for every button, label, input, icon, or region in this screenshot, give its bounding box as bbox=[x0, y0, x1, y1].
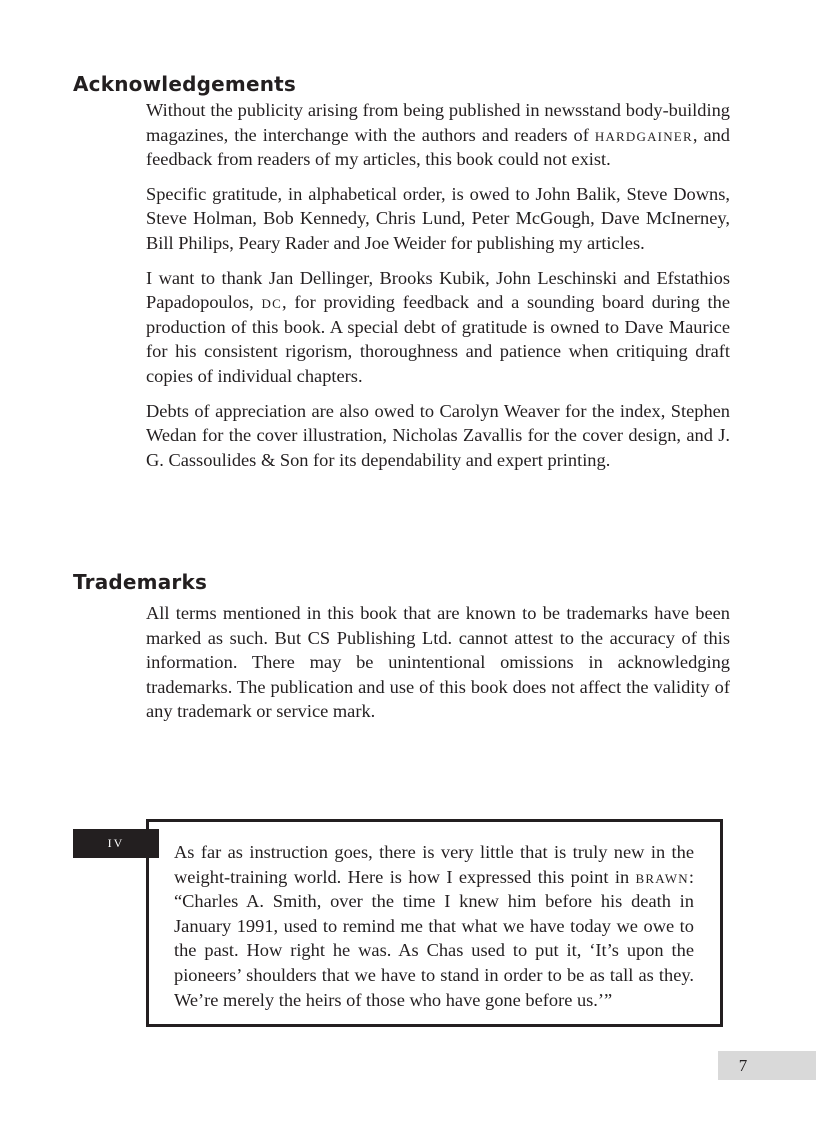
sidebar-quote-text: As far as instruction goes, there is very little that is truly new in the weight-training world. Here is how I expressed this point in brawn: “Charles A. Smith, over the time I knew him before his death in January 1991, used to remind me that what we have today we owe to the past. How right he was. As Chas used to put it, ‘It’s upon the pioneers’ shoulders that we have to stand in order to be as tall as they. We’re merely the heirs of those who have gone before us.’” bbox=[174, 842, 694, 1010]
acknowledgements-section bbox=[146, 98, 730, 482]
acknowledgements-paragraph-2: Specific gratitude, in alphabetical order, is owed to John Balik, Steve Downs, Steve Holman, Bob Kennedy, Chris Lund, Peter McGough, Dave McInerney, Bill Philips, Peary Rader and Joe Weider for publishing my articles. bbox=[146, 183, 730, 253]
hardgainer-smallcaps: hardgainer bbox=[594, 124, 693, 145]
trademarks-paragraph: All terms mentioned in this book that are known to be trademarks have been marked as such. But CS Publishing Ltd. cannot attest to the accuracy of this information. There may be unintentional omissions in acknowledging trademarks. The publication and use of this book does not affect the validity of any trademark or service mark. bbox=[146, 603, 730, 722]
acknowledgements-heading: Acknowledgements bbox=[73, 72, 297, 96]
page-number: 7 bbox=[738, 1056, 748, 1075]
acknowledgements-paragraph-3: I want to thank Jan Dellinger, Brooks Kubik, John Leschinski and Efstathios Papadopoulos, dc, for providing feedback and a sounding board during the production of this book. A special debt of gratitude is owned to Dave Maurice for his consistent rigorism, thoroughness and patience when critiquing draft copies of individual chapters. bbox=[146, 267, 730, 386]
acknowledgements-paragraph-1: Without the publicity arising from being published in newsstand body-building magazines, the interchange with the authors and readers of hardgainer, and feedback from readers of my articles, this book could not exist. bbox=[146, 100, 730, 170]
trademarks-section bbox=[146, 601, 730, 734]
dc-smallcaps: dc bbox=[261, 292, 282, 313]
sidebar-tab-label: IV bbox=[73, 829, 159, 858]
acknowledgements-paragraph-4: Debts of appreciation are also owed to Carolyn Weaver for the index, Stephen Wedan for the cover illustration, Nicholas Zavallis for the cover design, and J. G. Cassoulides & Son for its dependability and expert printing. bbox=[146, 400, 730, 470]
trademarks-heading: Trademarks bbox=[73, 570, 208, 594]
brawn-smallcaps: brawn bbox=[635, 866, 689, 887]
sidebar-quote-box bbox=[146, 819, 723, 1027]
